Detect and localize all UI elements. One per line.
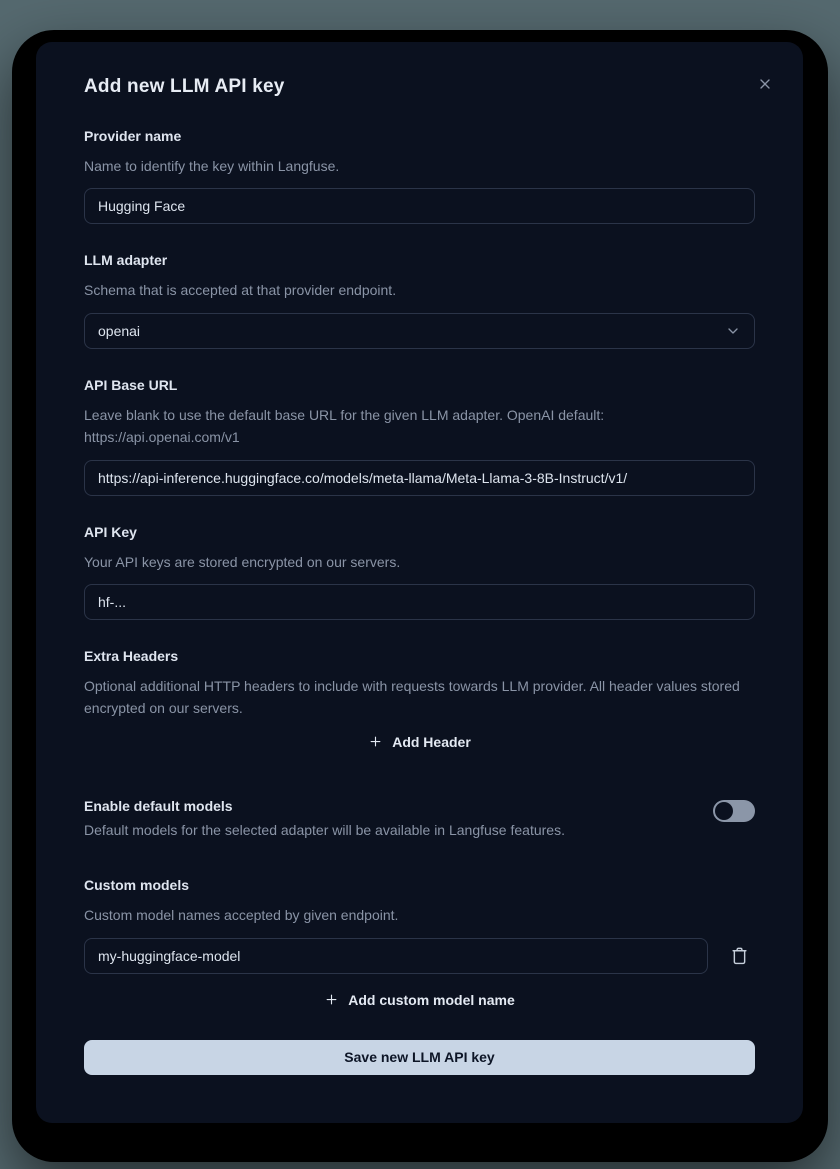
- add-header-button[interactable]: [354, 726, 485, 758]
- extra-headers-label: Extra Headers: [84, 647, 179, 664]
- dialog-title: Add new LLM API key: [84, 76, 285, 97]
- toggle-thumb: [715, 802, 733, 820]
- modal-shadow: [12, 30, 828, 1162]
- extra-headers-description: Optional additional HTTP headers to include with requests towards LLM provider. All header values stored encrypted on our servers.: [84, 677, 740, 717]
- custom-model-row: [84, 938, 755, 974]
- custom-models-description: Custom model names accepted by given endpoint.: [84, 907, 399, 924]
- api-key-field: [84, 524, 755, 620]
- api-base-url-field: [84, 377, 755, 496]
- llm-adapter-select[interactable]: [84, 313, 755, 349]
- save-llm-api-key-button[interactable]: Save new LLM API key: [84, 1040, 755, 1075]
- custom-model-name-input[interactable]: [84, 938, 708, 974]
- plus-icon: [324, 992, 339, 1007]
- enable-default-models-toggle[interactable]: [713, 800, 755, 822]
- provider-name-label: Provider name: [84, 128, 182, 144]
- close-icon: [757, 76, 773, 92]
- llm-adapter-description: Schema that is accepted at that provider endpoint.: [84, 282, 397, 299]
- add-llm-api-key-dialog: [36, 42, 803, 1123]
- api-key-label: API Key: [84, 523, 137, 540]
- enable-default-models-field: [84, 798, 755, 841]
- provider-name-field: [84, 128, 755, 224]
- enable-default-models-text: [84, 798, 565, 841]
- enable-default-models-description: Default models for the selected adapter will be available in Langfuse features.: [84, 821, 565, 838]
- add-custom-model-button[interactable]: [310, 984, 528, 1016]
- provider-name-description: Name to identify the key within Langfuse.: [84, 158, 340, 174]
- chevron-down-icon: [725, 323, 741, 339]
- api-key-input[interactable]: [84, 584, 755, 620]
- custom-models-field: [84, 877, 755, 1015]
- llm-adapter-selected-value: openai: [98, 322, 141, 339]
- add-header-button-label: Add Header: [392, 733, 471, 750]
- enable-default-models-label: Enable default models: [84, 797, 233, 814]
- provider-name-input[interactable]: [84, 188, 755, 224]
- trash-icon: [730, 946, 749, 965]
- extra-headers-field: [84, 648, 755, 758]
- plus-icon: [368, 734, 383, 749]
- add-custom-model-button-label: Add custom model name: [348, 991, 515, 1008]
- api-base-url-label: API Base URL: [84, 376, 178, 393]
- api-base-url-input[interactable]: [84, 460, 755, 496]
- delete-custom-model-button[interactable]: [730, 946, 749, 965]
- llm-adapter-label: LLM adapter: [84, 252, 168, 269]
- llm-adapter-field: [84, 252, 755, 348]
- close-button[interactable]: [753, 72, 777, 96]
- api-base-url-description: Leave blank to use the default base URL for the given LLM adapter. OpenAI default: https://api.openai.com/v1: [84, 406, 605, 446]
- api-key-description: Your API keys are stored encrypted on our servers.: [84, 553, 401, 570]
- custom-models-label: Custom models: [84, 877, 190, 894]
